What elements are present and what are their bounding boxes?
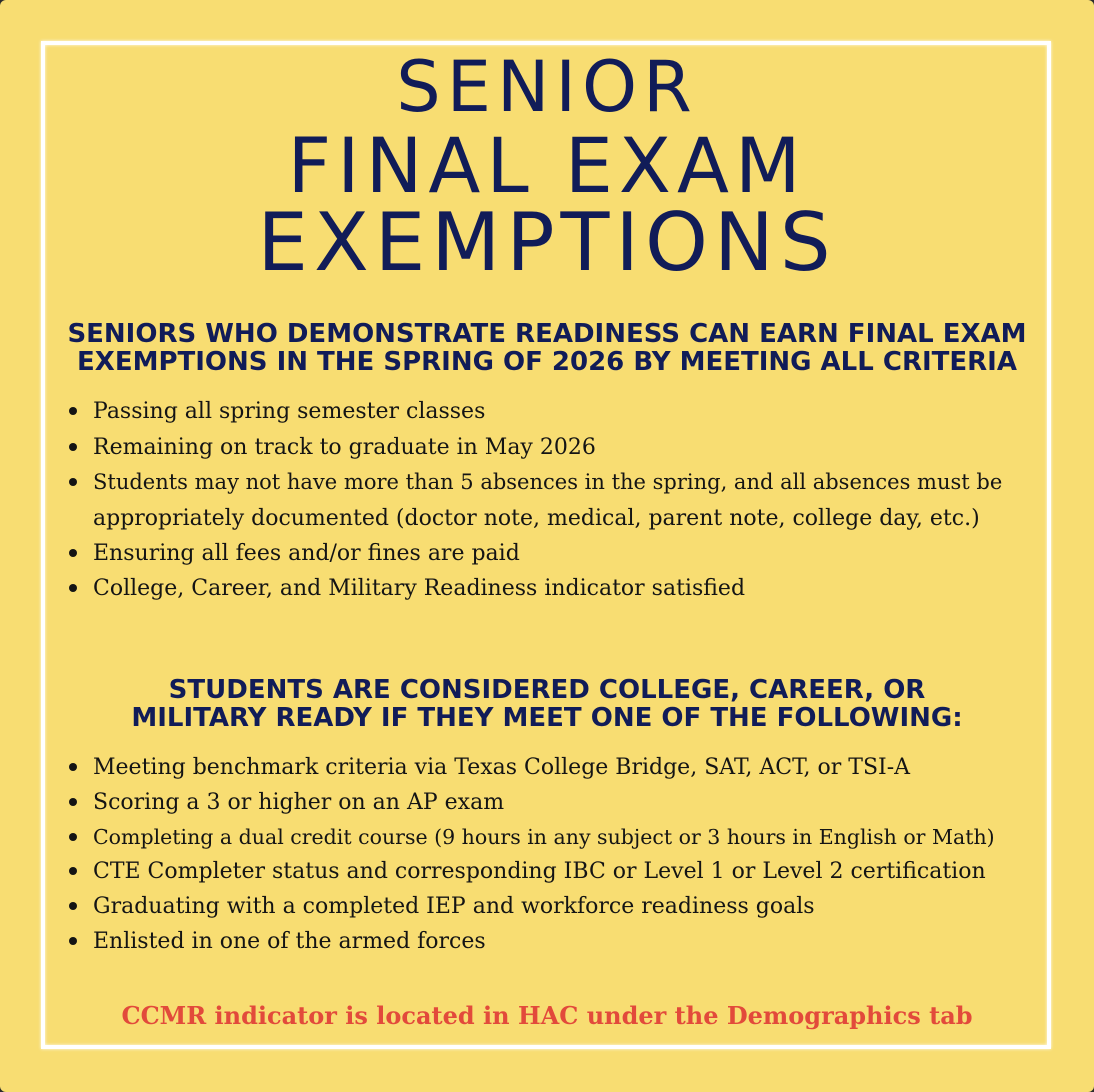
bullet-icon: [69, 478, 77, 486]
list-item-text-continued: appropriately documented (doctor note, medical, parent note, college day, etc.): [93, 506, 980, 531]
list-item-text: Ensuring all fees and/or fines are paid: [93, 541, 520, 566]
section2-heading-line-1: STUDENTS ARE CONSIDERED COLLEGE, CAREER, OR: [168, 675, 926, 705]
list-item-text: Completing a dual credit course (9 hours in any subject or 3 hours in English or Math): [93, 825, 995, 849]
bullet-icon: [69, 407, 77, 415]
bullet-icon: [69, 867, 77, 875]
list-item-text: Enlisted in one of the armed forces: [93, 929, 486, 954]
list-item-text: College, Career, and Military Readiness indicator satisfied: [93, 576, 746, 601]
list-item-text: Graduating with a completed IEP and workforce readiness goals: [93, 894, 815, 919]
list-item-text: CTE Completer status and corresponding IBC or Level 1 or Level 2 certification: [93, 859, 986, 884]
list-item-text: Scoring a 3 or higher on an AP exam: [93, 790, 505, 815]
list-item-text: Remaining on track to graduate in May 2026: [93, 435, 596, 460]
footer-note: CCMR indicator is located in HAC under the Demographics tab: [121, 1001, 973, 1030]
list-item-text: Meeting benchmark criteria via Texas College Bridge, SAT, ACT, or TSI-A: [93, 755, 911, 780]
bullet-icon: [69, 763, 77, 771]
section1-heading-line-1: SENIORS WHO DEMONSTRATE READINESS CAN EARN FINAL EXAM: [67, 319, 1027, 349]
list-item-text: Passing all spring semester classes: [93, 399, 486, 424]
bullet-icon: [69, 937, 77, 945]
bullet-icon: [69, 584, 77, 592]
bullet-icon: [69, 798, 77, 806]
section1-heading-line-2: EXEMPTIONS IN THE SPRING OF 2026 BY MEETING ALL CRITERIA: [77, 347, 1017, 377]
bullet-icon: [69, 549, 77, 557]
bullet-icon: [69, 902, 77, 910]
list-item-text: Students may not have more than 5 absences in the spring, and all absences must be: [93, 470, 1003, 494]
title-line-1: SENIOR: [396, 46, 698, 128]
bullet-icon: [69, 443, 77, 451]
bullet-icon: [69, 833, 77, 841]
title-line-3: EXEMPTIONS: [257, 196, 837, 289]
section2-heading-line-2: MILITARY READY IF THEY MEET ONE OF THE FOLLOWING:: [131, 703, 963, 733]
title-line-2: FINAL EXAM: [287, 121, 807, 210]
